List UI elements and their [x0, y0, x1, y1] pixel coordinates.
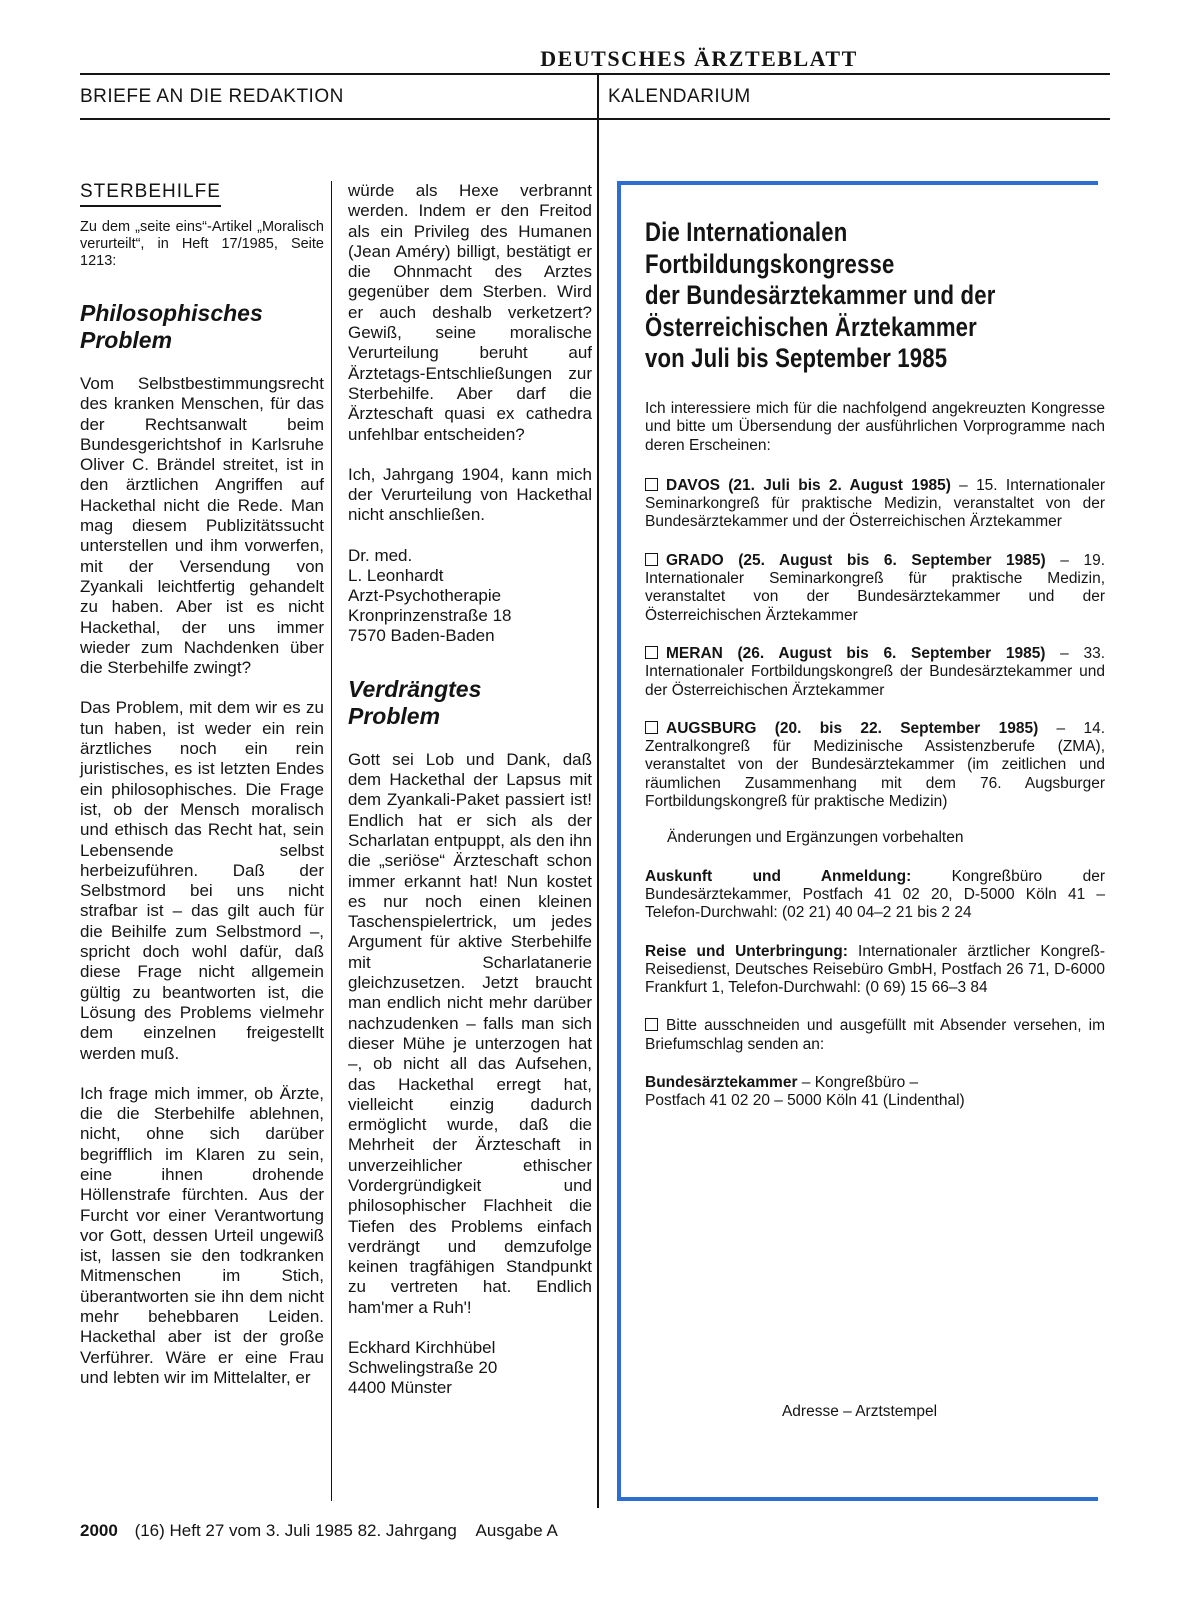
signature-line: 4400 Münster	[348, 1378, 452, 1398]
cutout-text: Bitte ausschneiden und ausgefüllt mit Absender versehen, im Briefumschlag senden an:	[645, 1017, 1105, 1053]
paragraph: würde als Hexe verbrannt werden. Indem er den Freitod als ein Privileg des Humanen (Jean Améry) billigt, bestätigt er die Ohnmacht des Arztes gegenüber dem Sterben. Wird er auch deshalb verketzert? Gewiß, seine moralische Verurteilung beruht auf Ärztetags-Entschließungen zur Sterbehilfe. Aber darf die Ärzteschaft quasi ex cathedra unfehlbar entscheiden?	[348, 181, 592, 444]
congress-description: – 14. Zentralkongreß für Medizinische Assistenzberufe (ZMA), veranstaltet von der Bundesärztekammer (im zeitlichen und räumlichen Zusammenhang mit dem 76. Augsburger Fortbildungskongreß für praktische Medizin)	[645, 719, 1106, 811]
calendar-title-line: Österreichischen Ärztekammer	[645, 311, 977, 342]
calendar-note: Änderungen und Ergänzungen vorbehalten	[667, 829, 964, 847]
signature-letter-1	[348, 546, 592, 646]
paragraph: Gott sei Lob und Dank, daß dem Hackethal der Lapsus mit dem Zyankali-Paket passiert ist! Endlich hat er sich als der Scharlatan entpuppt, als den ihn die „seriöse“ Ärzteschaft schon immer erkannt hat! Nun kostet es nur noch einen kleinen Taschenspielertrick, um jedes Argument für aktive Sterbehilfe mit Scharlatanerie gleichzusetzen. Jetzt braucht man endlich nicht mehr darüber nachzudenken – falls man sich dieser Mühe je unterzogen hat –, ob nicht all das Aufsehen, das Hackethal erregt hat, vielleicht einzig dadurch ermöglicht wurde, daß die Mehrheit der Ärzteschaft in unverzeihlicher ethischer Vordergründigkeit und philosophischer Flachheit die Tiefen des Problems einfach verdrängt und demzufolge keinen tragfähigen Standpunkt zu vertreten hat. Endlich ham'mer a Ruh'!	[348, 749, 592, 1317]
signature-line: Arzt-Psychotherapie	[348, 585, 502, 605]
page-number: 2000	[80, 1521, 118, 1540]
congress-description: – 19. Internationaler Seminarkongreß für praktische Medizin, veranstaltet von der Bundesärztekammer und der Österreichischen Ärztekammer	[645, 551, 1106, 624]
address-org: Bundesärztekammer	[645, 1074, 798, 1092]
congress-item[interactable]	[645, 477, 1105, 532]
section-divider	[597, 73, 599, 120]
section-label-calendar: KALENDARIUM	[608, 86, 751, 107]
column-divider	[331, 181, 332, 1501]
calendar-body	[645, 400, 1105, 1111]
letters-column-2	[348, 181, 592, 1398]
congress-title: GRADO (25. August bis 6. September 1985)	[666, 551, 1046, 569]
checkbox[interactable]	[645, 1018, 658, 1031]
registration-text: Kongreßbüro der Bundesärztekammer, Postfach 41 02 20, D-5000 Köln 41 – Telefon-Durchwahl: (02 21) 40 04–2 21 bis 2 24	[645, 867, 1105, 922]
headline-letter-2	[348, 676, 592, 730]
masthead-rule	[80, 73, 1110, 75]
checkbox[interactable]	[645, 721, 658, 734]
checkbox[interactable]	[645, 646, 658, 659]
main-divider	[597, 118, 599, 1508]
signature-line: Schwelingstraße 20	[348, 1358, 498, 1378]
issue-info: (16) Heft 27 vom 3. Juli 1985 82. Jahrgang	[134, 1521, 457, 1540]
calendar-title-line: Fortbildungskongresse	[645, 248, 895, 279]
cutout-instruction[interactable]	[645, 1017, 1105, 1054]
paragraph: Ich frage mich immer, ob Ärzte, die die Sterbehilfe ablehnen, nicht, ohne sich darüber begrifflich im Klaren zu sein, eine ihnen drohende Höllenstrafe fürchten. Aus der Furcht vor einer Verantwortung vor Gott, dessen Urteil ungewiß ist, lassen sie den todkranken Mitmenschen im Stich, überantworten sie ihn dem nicht mehr behebbaren Leiden. Hackethal aber ist der große Verführer. Wäre er eine Frau und lebten wir im Mittelalter, er	[80, 1083, 324, 1387]
calendar-title-line: der Bundesärztekammer und der	[645, 280, 996, 310]
headline-line: Verdrängtes	[348, 675, 482, 702]
calendar-title	[645, 217, 1178, 375]
checkbox[interactable]	[645, 478, 658, 491]
checkbox[interactable]	[645, 553, 658, 566]
page-footer	[80, 1521, 558, 1541]
address-line: Postfach 41 02 20 – 5000 Köln 41 (Lindenthal)	[645, 1092, 965, 1110]
section-rule	[80, 118, 1110, 120]
headline-line: Philosophisches	[80, 300, 263, 326]
edition-label: Ausgabe A	[475, 1521, 558, 1540]
congress-title: DAVOS (21. Juli bis 2. August 1985)	[666, 476, 951, 494]
paragraph: Vom Selbstbestimmungsrecht des kranken Menschen, für das der Rechtsanwalt beim Bundesgerichtshof in Karlsruhe Oliver C. Brändel streitet, ist in den ärztlichen Angriffen auf Hackethal nicht die Rede. Man mag diesem Publizitätssucht unterstellen und ihm vorwerfen, mit der Versendung von Zyankali leichtfertig gehandelt zu haben. Aber ist es nicht Hackethal, der uns immer wieder zum Nachdenken über die Sterbehilfe zwingt?	[80, 374, 324, 678]
letters-intro: Zu dem „seite eins“-Artikel „Moralisch verurteilt“, in Heft 17/1985, Seite 1213:	[80, 219, 324, 269]
calendar-title-line: Die Internationalen	[645, 217, 848, 247]
mailing-address	[645, 1074, 1105, 1111]
congress-description: – 15. Internationaler Seminarkongreß für praktische Medizin, veranstaltet von der Bundesärztekammer und der Österreichischen Ärztekammer	[645, 476, 1105, 531]
signature-line: 7570 Baden-Baden	[348, 625, 495, 645]
congress-item[interactable]	[645, 645, 1105, 700]
congress-item[interactable]	[645, 720, 1105, 811]
paragraph: Ich, Jahrgang 1904, kann mich der Verurteilung von Hackethal nicht anschließen.	[348, 464, 592, 525]
headline-letter-1	[80, 300, 324, 354]
section-label-letters: BRIEFE AN DIE REDAKTION	[80, 86, 344, 107]
travel-info	[645, 943, 1105, 998]
congress-description: – 33. Internationaler Fortbildungskongreß der Bundesärztekammer und der Österreichischen Ärztekammer	[645, 644, 1106, 699]
address-dept: – Kongreßbüro –	[797, 1074, 919, 1092]
stamp-label: Adresse – Arztstempel	[781, 1403, 938, 1420]
masthead: DEUTSCHES ÄRZTEBLATT	[540, 46, 858, 71]
registration-info	[645, 868, 1105, 923]
congress-title: MERAN (26. August bis 6. September 1985)	[666, 644, 1046, 662]
calendar-intro: Ich interessiere mich für die nachfolgend angekreuzten Kongresse und bitte um Übersendung der ausführlichen Vorprogramme nach deren Erscheinen:	[645, 400, 1105, 454]
registration-label: Auskunft und Anmeldung:	[645, 867, 912, 885]
travel-label: Reise und Unterbringung:	[645, 942, 848, 960]
congress-title: AUGSBURG (20. bis 22. September 1985)	[666, 719, 1039, 737]
congress-item[interactable]	[645, 552, 1105, 625]
signature-line: Eckhard Kirchhübel	[348, 1338, 496, 1358]
kicker: STERBEHILFE	[80, 181, 221, 207]
travel-text: Internationaler ärztlicher Kongreß-Reisedienst, Deutsches Reisebüro GmbH, Postfach 26 71, D-6000 Frankfurt 1, Telefon-Durchwahl: (0 69) 15 66–3 84	[645, 942, 1105, 997]
calendar-box	[617, 181, 1106, 1501]
calendar-title-line: von Juli bis September 1985	[645, 343, 948, 373]
headline-line: Problem	[348, 702, 441, 729]
signature-line: L. Leonhardt	[348, 565, 444, 585]
letters-column-1	[80, 181, 324, 1388]
signature-line: Dr. med.	[348, 545, 413, 565]
signature-letter-2	[348, 1338, 592, 1398]
paragraph: Das Problem, mit dem wir es zu tun haben, ist weder ein rein ärztliches noch ein rein juristisches, es ist letzten Endes ein philosophisches. Die Frage ist, ob der Mensch moralisch und ethisch das Recht hat, sein Lebensende selbst herbeizuführen. Daß der Selbstmord bei uns nicht strafbar ist – das gilt auch für die Beihilfe zum Selbstmord –, spricht doch wohl dafür, daß diese Frage nicht allgemein gültig zu beantworten ist, die Lösung des Problems vielmehr dem einzelnen freigestellt werden muß.	[80, 698, 324, 1063]
signature-line: Kronprinzenstraße 18	[348, 605, 512, 625]
headline-line: Problem	[80, 327, 173, 353]
